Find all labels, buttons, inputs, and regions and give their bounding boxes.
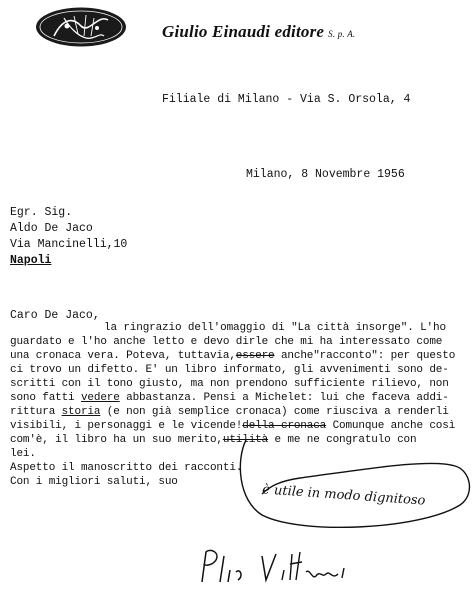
body-line-8 — [10, 420, 455, 432]
body-line-7 — [10, 406, 449, 418]
handwritten-note: è utile in modo dignitoso — [261, 482, 426, 509]
body-line-8-text: visibili, i personaggi e le vicende! — [10, 420, 243, 432]
body-line-3-text: una cronaca vera. Poteva, tuttavia, — [10, 350, 236, 362]
body-line-3 — [10, 350, 455, 362]
body-line-3-struck: essere — [235, 350, 275, 362]
body-line-1: la ringrazio dell'omaggio di "La città insorge". L'ho — [104, 322, 446, 334]
recipient-name: Aldo De Jaco — [10, 222, 93, 235]
recipient-line-1: Egr. Sig. — [10, 206, 73, 219]
publisher-title: Giulio Einaudi editore — [162, 22, 325, 41]
body-line-5: scritti con il tono giusto, ma non prendono sufficiente rilievo, non — [10, 378, 449, 390]
body-line-8-rest: Comunque anche così — [326, 420, 456, 432]
body-line-3-rest: anche"racconto": per questo — [274, 350, 456, 362]
body-line-12: Con i migliori saluti, suo — [10, 476, 178, 488]
body-line-11: Aspetto il manoscritto dei racconti. — [10, 462, 243, 474]
publisher-logo — [34, 6, 128, 48]
body-line-6-underlined: vedere — [80, 392, 120, 404]
branch-address: Filiale di Milano - Via S. Orsola, 4 — [162, 93, 411, 106]
recipient-street: Via Mancinelli,10 — [10, 238, 128, 251]
body-line-4: ci trovo un difetto. E' un libro informato, gli avvenimenti sono de- — [10, 364, 449, 376]
body-line-9-text: com'è, il libro ha un suo merito, — [10, 434, 223, 446]
body-line-7-a: rittura — [10, 406, 62, 418]
body-line-9 — [10, 434, 416, 446]
publisher-suffix: S. p. A. — [328, 29, 356, 39]
body-line-6 — [10, 392, 449, 404]
body-line-9-struck: utilità — [222, 434, 269, 446]
signature — [196, 546, 356, 586]
body-line-8-struck: della cronaca — [242, 420, 327, 432]
body-line-2: guardato e l'ho anche letto e devo dirle che mi ha interessato come — [10, 336, 443, 348]
body-line-6-b: abbastanza. Pensi a Michelet: lui che faceva addi- — [119, 392, 449, 404]
salutation: Caro De Jaco, — [10, 309, 100, 322]
body-line-7-b: (e non già semplice cronaca) come riusciva a renderli — [100, 406, 449, 418]
body-line-7-underlined: storia — [61, 406, 101, 418]
body-line-6-a: sono fatti — [10, 392, 81, 404]
date-line: Milano, 8 Novembre 1956 — [246, 168, 405, 181]
body-line-10: lei. — [10, 448, 36, 460]
publisher-name — [162, 22, 355, 42]
body-line-9-rest: e me ne congratulo con — [268, 434, 417, 446]
recipient-city: Napoli — [10, 254, 52, 267]
